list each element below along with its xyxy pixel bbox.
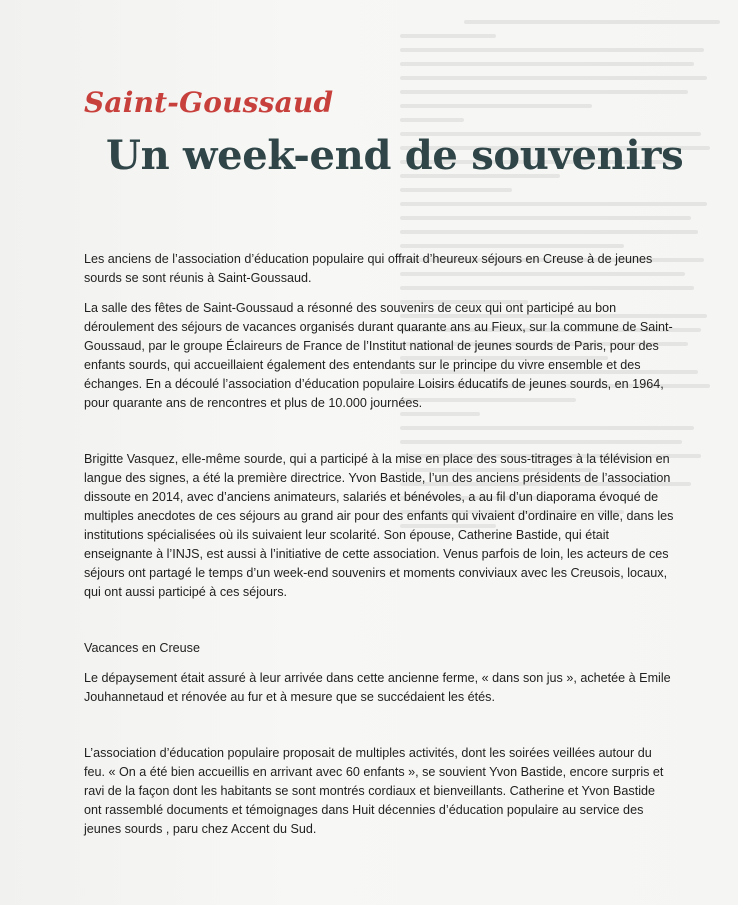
body-paragraph: Le dépaysement était assuré à leur arrivée dans cette ancienne ferme, « dans son jus », achetée à Emile Jouhannetaud et rénovée au fur et à mesure que se succédaient les étés. — [84, 671, 671, 704]
article-body — [84, 250, 674, 839]
intro-paragraph: Les anciens de l’association d’éducation populaire qui offrait d’heureux séjours en Creuse à de jeunes sourds se sont réunis à Saint-Goussaud. — [84, 252, 653, 285]
body-paragraph: La salle des fêtes de Saint-Goussaud a résonné des souvenirs de ceux qui ont participé au bon déroulement des séjours de vacances organisés durant quarante ans au Fieux, sur la commune de Saint-Goussaud, par le groupe Éclaireurs de France de l’Institut national de jeunes sourds de Paris, pour des enfants sourds, qui accueillaient également des entendants sur le principe du vivre ensemble et des échanges. En a découlé l’association d’éducation populaire Loisirs éducatifs de jeunes sourds, en 1964, pour quarante ans de rencontres et plus de 10.000 journées. — [84, 301, 673, 410]
section-subheading: Vacances en Creuse — [84, 641, 200, 655]
article-kicker: Saint-Goussaud — [84, 86, 334, 119]
article-headline: Un week-end de souvenirs — [106, 132, 684, 179]
body-paragraph: L’association d’éducation populaire proposait de multiples activités, dont les soirées veillées autour du feu. « On a été bien accueillis en arrivant avec 60 enfants », se souvient Yvon Bastide, encore surpris et ravi de la façon dont les habitants se sont montrés cordiaux et bienveillants. Catherine et Yvon Bastide ont rassemblé documents et témoignages dans Huit décennies d’éducation populaire au service des jeunes sourds , paru chez Accent du Sud. — [84, 746, 664, 836]
body-paragraph: Brigitte Vasquez, elle-même sourde, qui a participé à la mise en place des sous-titrages à la télévision en langue des signes, a été la première directrice. Yvon Bastide, l’un des anciens présidents de l’association dissoute en 2014, avec d’anciens animateurs, salariés et bénévoles, a au fil d’un diaporama évoqué de multiples anecdotes de ces séjours au grand air pour des enfants qui vivaient d’ordinaire en ville, dans les institutions spécialisées où ils suivaient leur scolarité. Son épouse, Catherine Bastide, qui était enseignante à l’INJS, est aussi à l’initiative de cette association. Venus parfois de loin, les acteurs de ces séjours ont partagé le temps d’un week-end souvenirs et moments conviviaux avec les Creusois, locaux, qui ont aussi participé à ces séjours. — [84, 452, 674, 599]
